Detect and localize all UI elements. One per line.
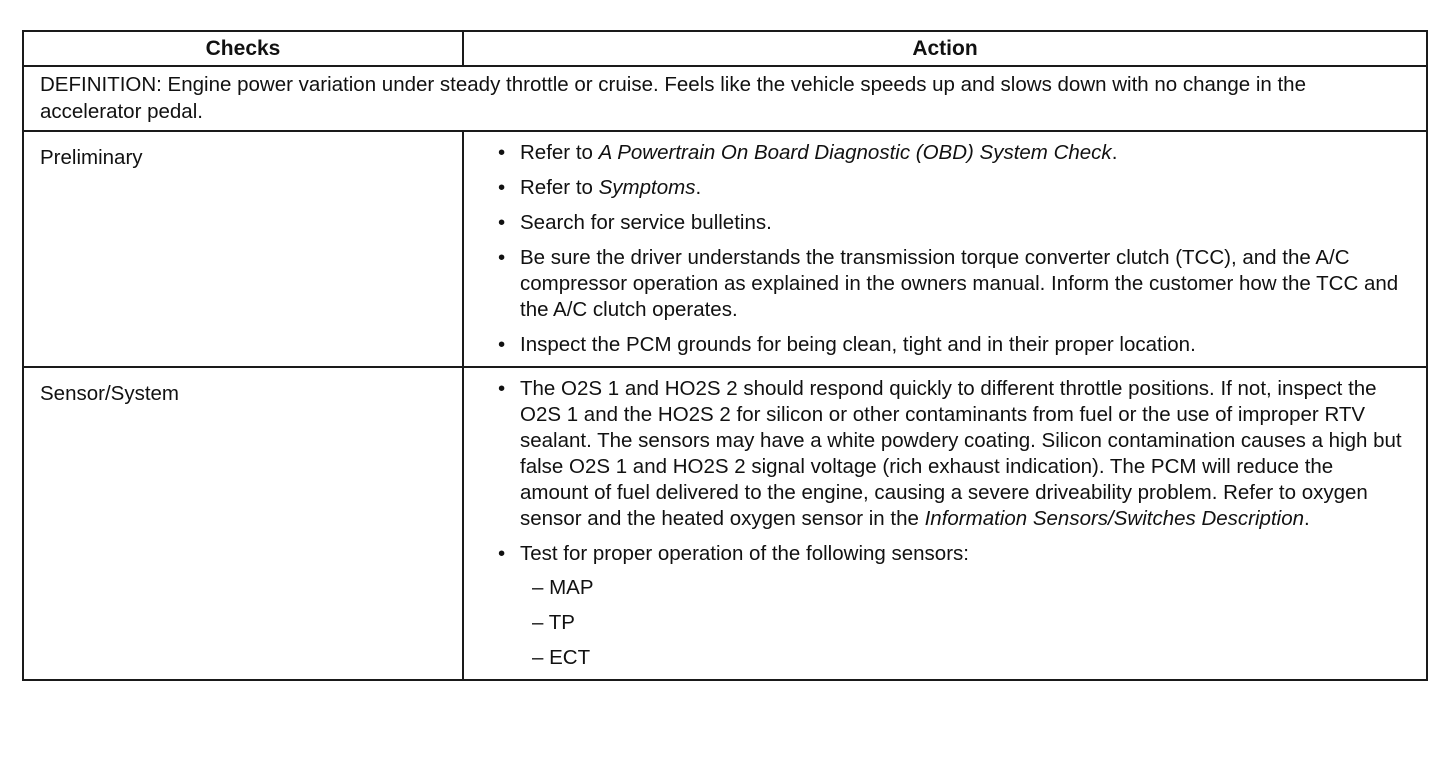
check-label-sensor-system: Sensor/System <box>23 367 463 680</box>
list-item: • Test for proper operation of the following sensors: – MAP – TP – ECT <box>498 541 1406 671</box>
table-row <box>23 131 1427 367</box>
sub-item-ect: – ECT <box>532 646 591 669</box>
action-header: Action <box>463 31 1427 66</box>
list-item: • Refer to A Powertrain On Board Diagnostic (OBD) System Check. <box>498 141 1118 164</box>
diagnostic-table <box>22 30 1428 681</box>
action-cell-sensor-system <box>463 367 1427 680</box>
sensor-sublist <box>520 575 1406 671</box>
checks-header: Checks <box>23 31 463 66</box>
definition-row <box>23 66 1427 131</box>
list-item: • The O2S 1 and HO2S 2 should respond quickly to different throttle positions. If not, inspect the O2S 1 and the HO2S 2 for silicon or other contaminants from fuel or the use of improper RTV sealant. The sensors may have a white powdery coating. Silicon contamination causes a high but false O2S 1 and HO2S 2 signal voltage (rich exhaust indication). The PCM will reduce the amount of fuel delivered to the engine, causing a severe driveability problem. Refer to oxygen sensor and the heated oxygen sensor in the Information Sensors/Switches Description. <box>498 377 1402 530</box>
sub-item-map: – MAP <box>532 576 594 599</box>
header-row <box>23 31 1427 66</box>
list-item: • Refer to Symptoms. <box>498 176 702 199</box>
bullet-icon: • <box>498 542 506 565</box>
bullet-icon: • <box>498 176 506 199</box>
action-cell-preliminary <box>463 131 1427 367</box>
list-item: • Inspect the PCM grounds for being clean, tight and in their proper location. <box>498 333 1196 356</box>
list-item: • Be sure the driver understands the transmission torque converter clutch (TCC), and the A/C compressor operation as explained in the owners manual. Inform the customer how the TCC and the A/C clutch operates. <box>498 246 1399 321</box>
list-item: • Search for service bulletins. <box>498 211 772 234</box>
bullet-icon: • <box>498 377 506 400</box>
action-list <box>498 140 1406 358</box>
bullet-icon: • <box>498 141 506 164</box>
check-label-preliminary: Preliminary <box>23 131 463 367</box>
definition-text: DEFINITION: Engine power variation under steady throttle or cruise. Feels like the vehicle speeds up and slows down with no change in the accelerator pedal. <box>23 66 1427 131</box>
sub-item-tp: – TP <box>532 611 575 634</box>
action-list <box>498 376 1406 671</box>
bullet-icon: • <box>498 211 506 234</box>
table-row <box>23 367 1427 680</box>
bullet-icon: • <box>498 246 506 269</box>
bullet-icon: • <box>498 333 506 356</box>
